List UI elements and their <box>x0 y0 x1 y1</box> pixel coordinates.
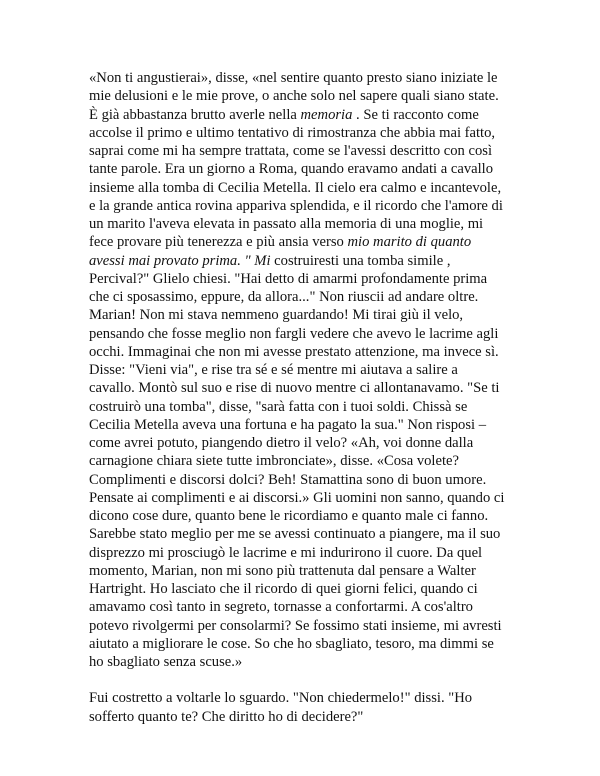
text-line <box>89 452 529 470</box>
text-segment: ho sbagliato senza scuse.» <box>89 654 243 670</box>
text-line <box>89 69 529 87</box>
text-line <box>89 124 529 142</box>
paragraph <box>89 69 529 671</box>
text-line <box>89 544 529 562</box>
italic-text: avessi mai provato prima. " Mi <box>89 252 271 269</box>
text-segment: Hartright. Ho lasciato che il ricordo di quei giorni felici, quando ci <box>89 581 478 597</box>
text-line <box>89 361 529 379</box>
text-segment: come avrei potuto, piangendo dietro il velo? «Ah, voi donne dalla <box>89 435 474 451</box>
text-segment: Sarebbe stato meglio per me se avessi continuato a piangere, ma il suo <box>89 526 501 543</box>
text-line <box>89 689 529 707</box>
text-segment: sofferto quanto te? Che diritto ho di decidere?" <box>89 708 364 725</box>
text-line <box>89 471 529 489</box>
text-segment: costruiresti una tomba simile , <box>270 252 451 269</box>
text-line <box>89 562 529 580</box>
text-line <box>89 617 529 635</box>
text-segment: e la grande antica rovina appariva splendida, e il ricordo che l'amore di <box>89 197 503 214</box>
text-segment: cavallo. Montò sul suo e rise di nuovo mentre ci allontanavamo. "Se ti <box>89 380 500 397</box>
text-segment: Pensate ai complimenti e ai discorsi.» Gli uomini non sanno, quando ci <box>89 489 505 506</box>
text-line <box>89 325 529 343</box>
text-line <box>89 580 529 598</box>
italic-text: mio marito di quanto <box>347 234 472 251</box>
text-line <box>89 160 529 178</box>
text-segment: carnagione chiara siete tutte imbronciate», disse. «Cosa volete? <box>89 453 459 470</box>
text-line <box>89 233 529 251</box>
text-line <box>89 252 529 270</box>
text-segment: Percival?" Glielo chiesi. "Hai detto di amarmi profondamente prima <box>89 270 488 287</box>
text-segment: tante parole. Era un giorno a Roma, quando eravamo andati a cavallo <box>89 161 494 178</box>
text-line <box>89 507 529 525</box>
paragraph <box>89 689 529 726</box>
text-segment: Marian! Non mi stava nemmeno guardando! Mi tirai giù il velo, <box>89 307 464 324</box>
text-segment: costruirò una tomba", disse, "sarà fatta con i tuoi soldi. Chissà se <box>89 398 468 415</box>
text-segment: fece provare più tenerezza e più ansia verso <box>89 234 348 251</box>
text-segment: Fui costretto a voltarle lo sguardo. "Non chiedermelo!" dissi. "Ho <box>89 690 473 707</box>
text-line <box>89 306 529 324</box>
text-segment: «Non ti angustierai», disse, «nel sentire quanto presto siano iniziate le <box>89 70 498 86</box>
text-segment: Cecilia Metella aveva una fortuna e ha pagato la sua." Non risposi – <box>89 416 487 433</box>
text-line <box>89 489 529 507</box>
text-line <box>89 142 529 160</box>
text-line <box>89 416 529 434</box>
text-line <box>89 106 529 124</box>
text-line <box>89 525 529 543</box>
text-segment: momento, Marian, non mi sono più trattenuta dal pensare a Walter <box>89 562 476 579</box>
text-segment: accolse il primo e ultimo tentativo di rimostranza che abbia mai fatto, <box>89 124 496 141</box>
text-line <box>89 288 529 306</box>
text-segment: dicono cose dure, quanto bene le ricordiamo e quanto male ci fanno. <box>89 508 489 524</box>
text-line <box>89 270 529 288</box>
text-line <box>89 434 529 452</box>
text-segment: È già abbastanza brutto averle nella <box>89 106 301 123</box>
text-line <box>89 343 529 361</box>
text-line <box>89 179 529 197</box>
document-page <box>89 69 529 726</box>
text-segment: un marito l'aveva elevata in passato alla memoria di una moglie, mi <box>89 216 484 232</box>
text-segment: disprezzo mi prosciugò le lacrime e mi indurirono il cuore. Da quel <box>89 544 483 561</box>
text-segment: che ci sposassimo, eppure, da allora..." Non riuscii ad andare oltre. <box>89 289 479 305</box>
text-line <box>89 197 529 215</box>
text-line <box>89 598 529 616</box>
text-segment: pensando che fosse meglio non fargli vedere che avevo le lacrime agli <box>89 325 499 342</box>
text-segment: potevo rivolgermi per consolarmi? Se fossimo stati insieme, mi avresti <box>89 617 502 634</box>
text-segment: amavamo così tanto in segreto, tornasse a confortarmi. A cos'altro <box>89 599 473 616</box>
text-line <box>89 379 529 397</box>
document-body <box>89 69 529 726</box>
text-segment: insieme alla tomba di Cecilia Metella. Il cielo era calmo e incantevole, <box>89 179 502 196</box>
text-line <box>89 635 529 653</box>
text-segment: saprai come mi ha sempre trattata, come se l'avessi descritto con così <box>89 143 493 159</box>
text-segment: Disse: "Vieni via", e rise tra sé e sé mentre mi aiutava a salire a <box>89 362 458 378</box>
text-segment: Complimenti e discorsi dolci? Beh! Stamattina sono di buon umore. <box>89 471 487 488</box>
text-line <box>89 398 529 416</box>
text-segment: . Se ti racconto come <box>352 106 479 123</box>
text-line <box>89 653 529 671</box>
text-segment: mie delusioni e le mie prove, o anche solo nel sapere quali siano state. <box>89 88 499 105</box>
text-segment: aiutato a migliorare le cose. So che ho sbagliato, tesoro, ma dimmi se <box>89 635 494 652</box>
text-line <box>89 87 529 105</box>
italic-text: memoria <box>300 106 353 123</box>
text-line <box>89 708 529 726</box>
text-segment: occhi. Immaginai che non mi avesse prestato attenzione, ma invece sì. <box>89 343 499 360</box>
text-line <box>89 215 529 233</box>
